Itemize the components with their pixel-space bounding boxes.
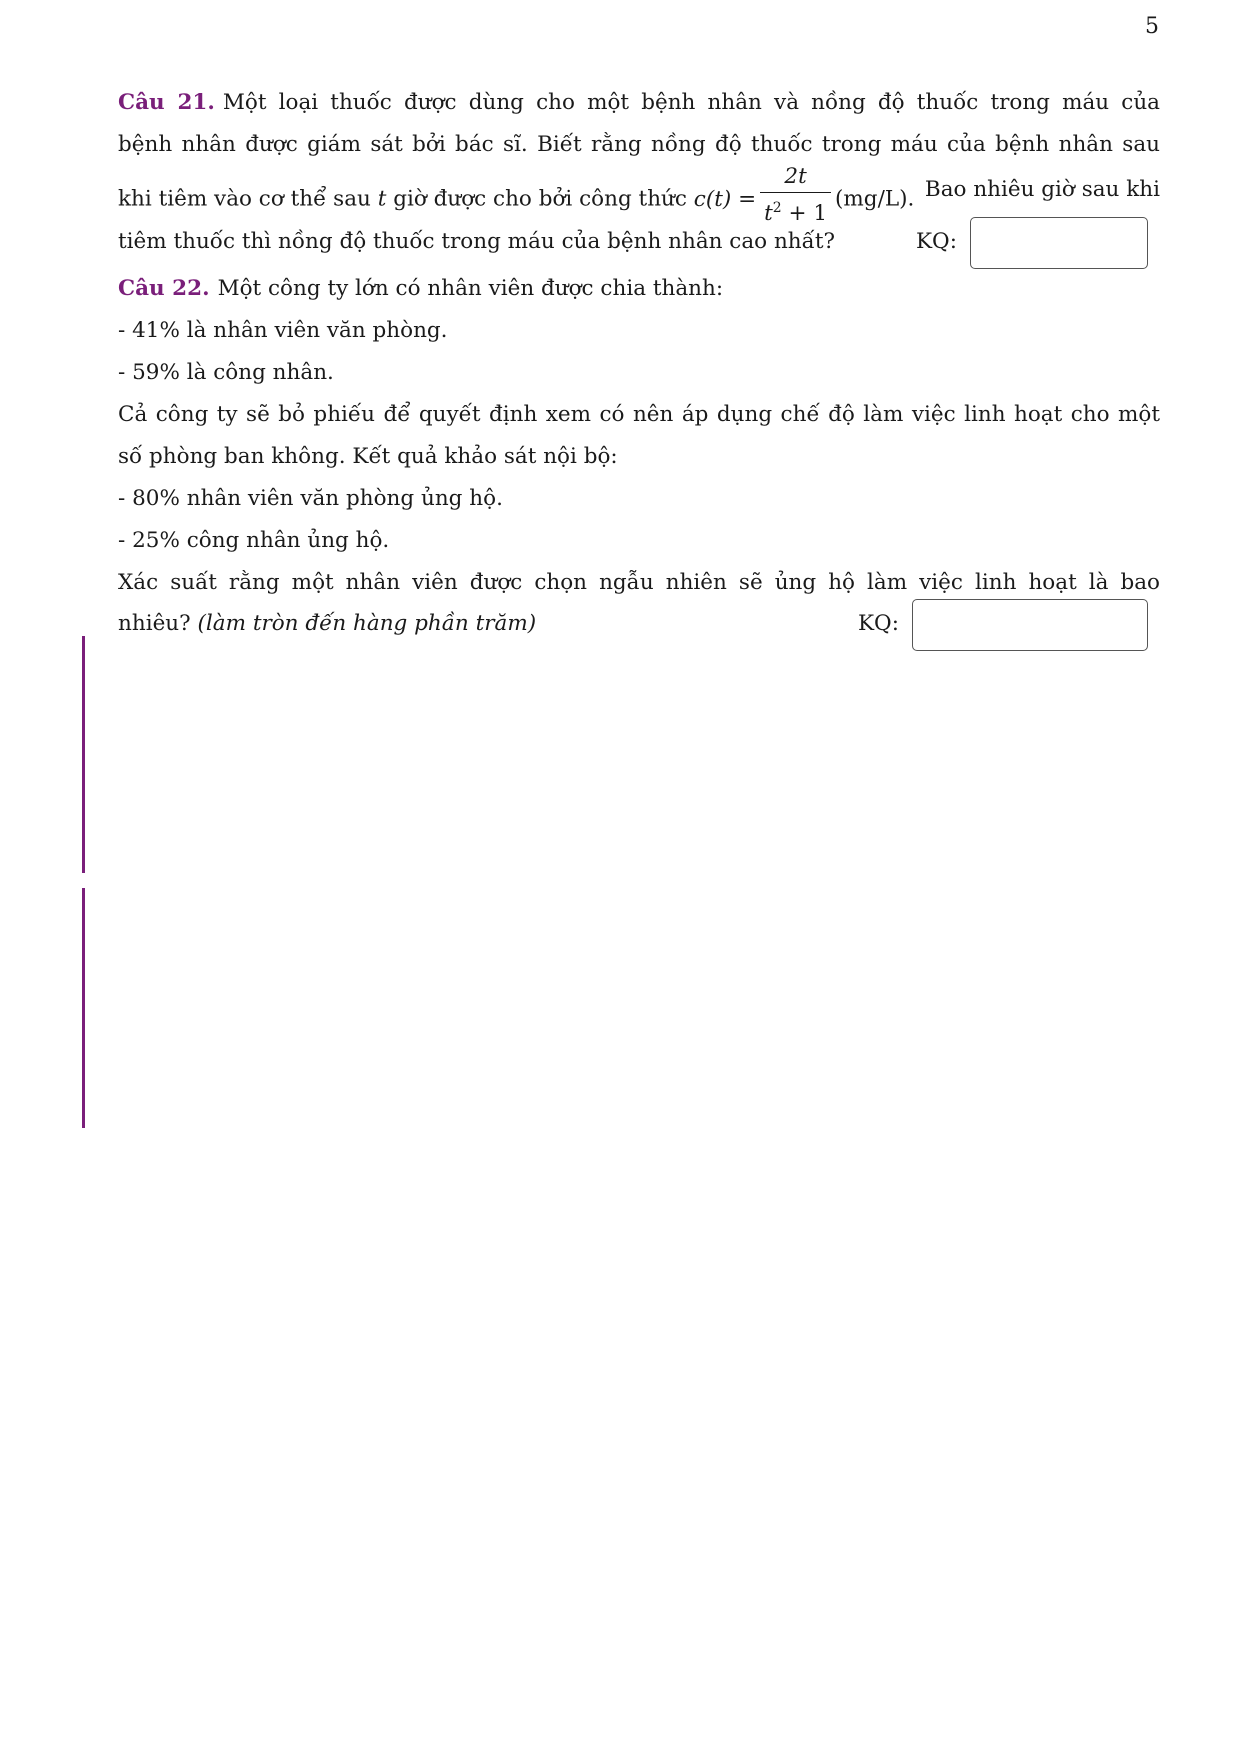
q22-rounding-note: (làm tròn đến hàng phần trăm) xyxy=(197,611,537,636)
q21-line-1 xyxy=(118,82,1160,124)
concentration-formula xyxy=(693,164,835,227)
q22-intro-line xyxy=(118,268,1160,310)
q21-text-3b: giờ được cho bởi công thức xyxy=(393,186,687,212)
q22-item-1: - 41% là nhân viên văn phòng. xyxy=(118,318,448,343)
q22-item-2: - 59% là công nhân. xyxy=(118,360,334,385)
page-number: 5 xyxy=(1145,14,1159,39)
q22-para-line-2: số phòng ban không. Kết quả khảo sát nội bộ: xyxy=(118,444,618,469)
q21-label: Câu 21. xyxy=(118,90,215,115)
q21-answer-box[interactable] xyxy=(970,217,1148,269)
den-exponent: 2 xyxy=(772,200,782,216)
q22-answer-box[interactable] xyxy=(912,599,1148,651)
margin-bar-top xyxy=(82,636,85,873)
q22-label: Câu 22. xyxy=(118,276,210,301)
q22-answer-row xyxy=(118,596,1160,652)
formula-unit: (mg/L). xyxy=(835,186,915,212)
question-21 xyxy=(118,82,1160,270)
page-content xyxy=(118,82,1160,652)
q21-text-3a: khi tiêm vào cơ thể sau xyxy=(118,186,371,212)
den-base: t xyxy=(764,201,773,227)
q22-item-4: - 25% công nhân ủng hộ. xyxy=(118,528,390,553)
formula-numerator: 2t xyxy=(760,162,831,193)
q22-item-3: - 80% nhân viên văn phòng ủng hộ. xyxy=(118,486,503,511)
q21-line-2: bệnh nhân được giám sát bởi bác sĩ. Biết rằng nồng độ thuốc trong máu của bệnh nhân sau xyxy=(118,132,1160,157)
q22-answer-label: KQ: xyxy=(858,611,899,636)
question-22 xyxy=(118,268,1160,652)
q21-text-3c: Bao nhiêu giờ sau khi xyxy=(924,177,1160,202)
q22-question-line-1: Xác suất rằng một nhân viên được chọn ngẫu nhiên sẽ ủng hộ làm việc linh hoạt là bao xyxy=(118,570,1160,595)
margin-bar-bottom xyxy=(82,888,85,1128)
q21-answer-row xyxy=(118,214,1160,270)
q22-question-line-2 xyxy=(118,596,536,652)
q22-para-line-1: Cả công ty sẽ bỏ phiếu để quyết định xem có nên áp dụng chế độ làm việc linh hoạt cho một xyxy=(118,402,1160,427)
q21-var-t: t xyxy=(377,186,387,212)
q21-line-3 xyxy=(118,164,1160,227)
q22-question-text: nhiêu? xyxy=(118,611,191,636)
q21-answer-label: KQ: xyxy=(916,229,957,254)
formula-lhs: c(t) = xyxy=(693,186,757,212)
q21-text-1: Một loại thuốc được dùng cho một bệnh nhân và nồng độ thuốc trong máu của xyxy=(222,90,1160,115)
q22-intro: Một công ty lớn có nhân viên được chia thành: xyxy=(217,276,724,301)
den-tail: + 1 xyxy=(781,201,828,227)
q21-text-4: tiêm thuốc thì nồng độ thuốc trong máu của bệnh nhân cao nhất? xyxy=(118,229,835,254)
